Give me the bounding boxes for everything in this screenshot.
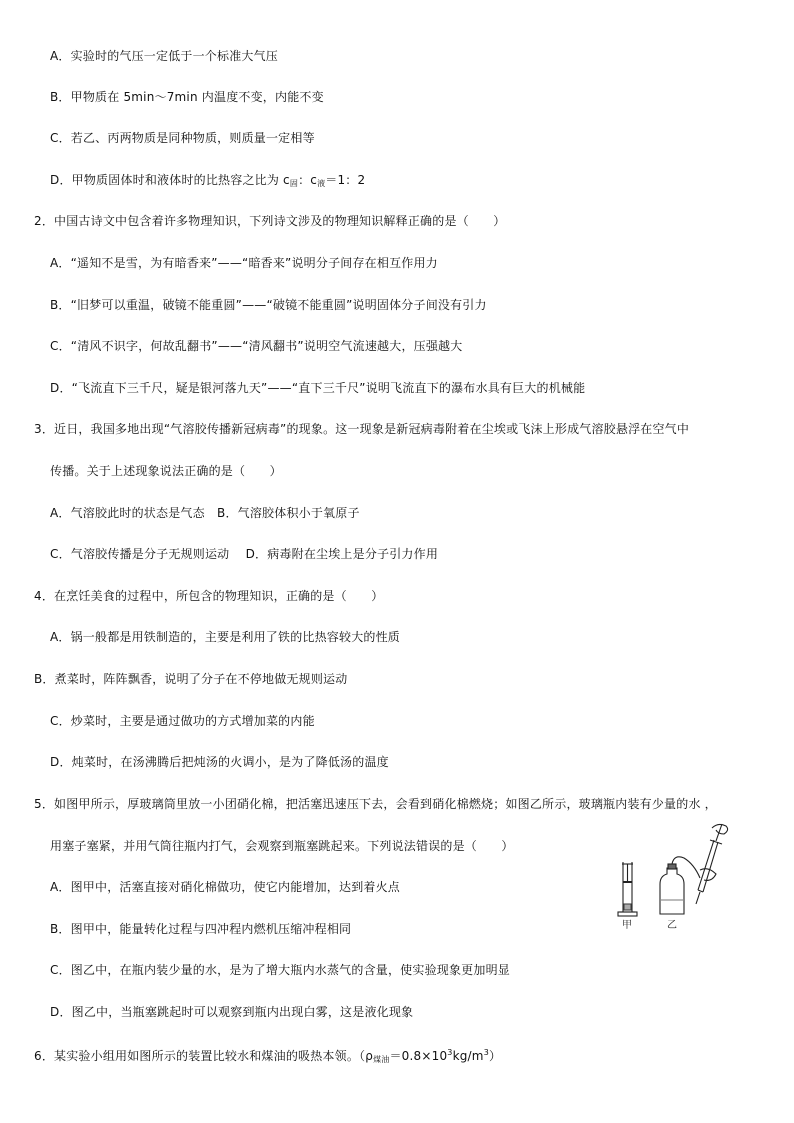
- q5-option-d: D．图乙中，当瓶塞跳起时可以观察到瓶内出现白雾，这是液化现象: [50, 1005, 414, 1019]
- q6-close: ）: [488, 1049, 502, 1063]
- q6-text: 6．某实验小组用如图所示的装置比较水和煤油的吸热本领。（ρ: [34, 1049, 374, 1063]
- q1d-ratio: ＝1：2: [325, 173, 366, 187]
- q4-option-c: C．炒菜时，主要是通过做功的方式增加菜的内能: [50, 714, 315, 728]
- q6-unit-exp: 3: [483, 1048, 489, 1057]
- figure-label-yi: 乙: [667, 920, 677, 931]
- q4-stem: 4．在烹饪美食的过程中，所包含的物理知识，正确的是（ ）: [34, 589, 384, 603]
- q2-stem: 2．中国古诗文中包含着许多物理知识，下列诗文涉及的物理知识解释正确的是（ ）: [34, 214, 506, 228]
- q6-exp: 3: [447, 1048, 453, 1057]
- q6-stem: [34, 1045, 501, 1068]
- q3-options-ab: A．气溶胶此时的状态是气态 B．气溶胶体积小于氧原子: [50, 506, 360, 520]
- q1d-colon: ：c: [298, 173, 318, 187]
- q2-option-d: D．“飞流直下三千尺，疑是银河落九天”——“直下三千尺”说明飞流直下的瀑布水具有巨大的机械能: [50, 381, 586, 395]
- q6-unit: kg/m: [452, 1049, 484, 1063]
- q1-option-c: C．若乙、丙两物质是同种物质，则质量一定相等: [50, 131, 315, 145]
- q3-options-cd: C．气溶胶传播是分子无规则运动 D．病毒附在尘埃上是分子引力作用: [50, 547, 439, 561]
- q1d-sub-solid: 固: [289, 179, 299, 188]
- q5-option-b: B．图甲中，能量转化过程与四冲程内燃机压缩冲程相同: [50, 922, 352, 936]
- q1-option-d: [50, 172, 365, 192]
- q6-value: ＝0.8×10: [389, 1049, 448, 1063]
- q1-option-b: B．甲物质在 5min～7min 内温度不变，内能不变: [50, 90, 324, 104]
- q1-option-a: A．实验时的气压一定低于一个标准大气压: [50, 49, 279, 63]
- q2-option-a: A．“遥知不是雪，为有暗香来”——“暗香来”说明分子间存在相互作用力: [50, 256, 438, 270]
- q3-stem-line1: 3．近日，我国多地出现“气溶胶传播新冠病毒”的现象。这一现象是新冠病毒附着在尘埃或飞沫上形成气溶胶悬浮在空气中: [34, 422, 690, 436]
- experiment-figure: [612, 820, 742, 938]
- q5-option-a: A．图甲中，活塞直接对硝化棉做功，使它内能增加，达到着火点: [50, 880, 401, 894]
- q3-stem-line2: 传播。关于上述现象说法正确的是（ ）: [50, 464, 282, 478]
- experiment-illustration: [612, 820, 742, 938]
- q4-option-a: A．锅一般都是用铁制造的，主要是利用了铁的比热容较大的性质: [50, 630, 401, 644]
- q1d-text: D．甲物质固体时和液体时的比热容之比为 c: [50, 173, 290, 187]
- figure-label-jia: 甲: [622, 920, 632, 931]
- q5-stem-line1: 5．如图甲所示，厚玻璃筒里放一小团硝化棉，把活塞迅速压下去，会看到硝化棉燃烧；如图乙所示，玻璃瓶内装有少量的水 ，: [34, 797, 717, 811]
- q5-option-c: C．图乙中，在瓶内装少量的水，是为了增大瓶内水蒸气的含量，使实验现象更加明显: [50, 963, 510, 977]
- q6-sub-kerosene: 煤油: [373, 1055, 390, 1064]
- q2-option-b: B．“旧梦可以重温，破镜不能重圆”——“破镜不能重圆”说明固体分子间没有引力: [50, 298, 487, 312]
- q2-option-c: C．“清风不识字，何故乱翻书”——“清风翻书”说明空气流速越大，压强越大: [50, 339, 463, 353]
- q1d-sub-liquid: 液: [317, 179, 326, 188]
- q4-option-b: B．煮菜时，阵阵飘香，说明了分子在不停地做无规则运动: [34, 672, 348, 686]
- q4-option-d: D．炖菜时，在汤沸腾后把炖汤的火调小，是为了降低汤的温度: [50, 755, 389, 769]
- q5-stem-line2: 用塞子塞紧，并用气筒往瓶内打气，会观察到瓶塞跳起来。下列说法错误的是（ ）: [50, 839, 514, 853]
